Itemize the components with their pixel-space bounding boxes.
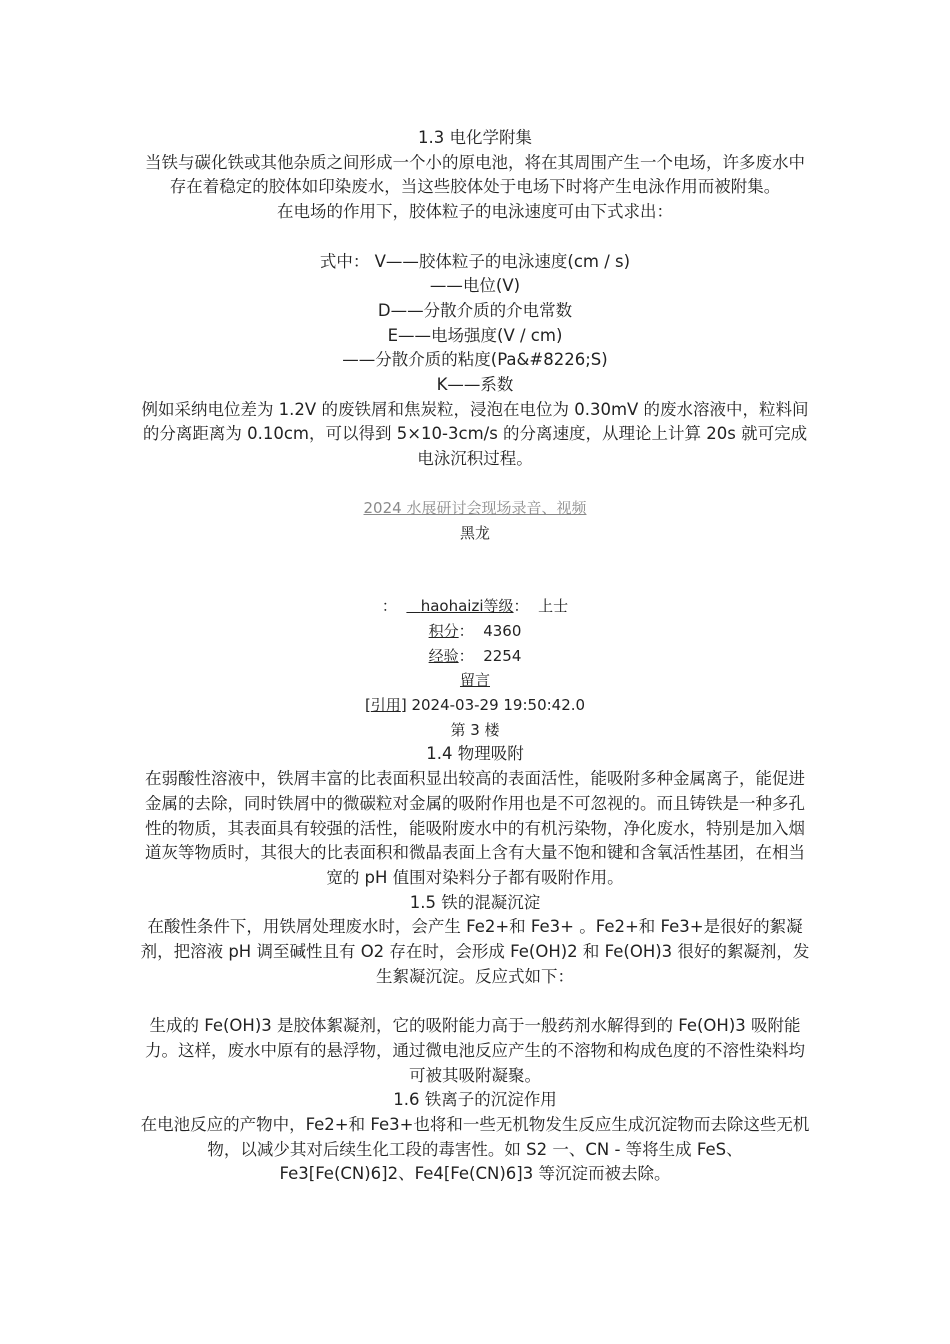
reaction-image-placeholder xyxy=(140,989,810,1014)
profile-user-line xyxy=(140,594,810,619)
points-value: 4360 xyxy=(483,621,522,640)
quote-link[interactable]: 引用 xyxy=(370,696,401,715)
paragraph-1-3-formula-intro: 在电场的作用下，胶体粒子的电泳速度可由下式求出： xyxy=(277,202,673,222)
legend-line: 式中： V——胶体粒子的电泳速度(cm / s) xyxy=(319,251,631,271)
paragraph-1-3-example: 例如采纳电位差为 1.2V 的废铁屑和焦炭粒，浸泡在电位为 0.30mV 的废水溶液中，粒料间的分离距离为 0.10cm，可以得到 5×10-3cm/s 的分离速度，从理论上计算 20s 就可完成电泳沉积过程。 xyxy=(141,399,809,469)
promo-link-line xyxy=(140,496,810,521)
legend-line: ——电位(V) xyxy=(429,276,521,296)
message-line xyxy=(140,668,810,693)
exp-value: 2254 xyxy=(483,646,522,665)
author-name: 黑龙 xyxy=(459,523,490,542)
quote-line: [引用] 2024-03-29 19:50:42.0 xyxy=(364,696,586,715)
section-heading-1-3: 1.3 电化学附集 xyxy=(418,128,532,147)
section-heading-1-4: 1.4 物理吸附 xyxy=(426,744,524,764)
paragraph-1-5-result: 生成的 Fe(OH)3 是胶体絮凝剂，它的吸附能力高于一般药剂水解得到的 Fe(OH)3 吸附能力。这样，废水中原有的悬浮物，通过微电池反应产生的不溶物和构成色度的不溶性染料均可被其吸附凝聚。 xyxy=(145,1016,805,1085)
paragraph-1-4: 在弱酸性溶液中，铁屑丰富的比表面积显出较高的表面活性，能吸附多种金属离子，能促进金属的去除，同时铁屑中的微碳粒对金属的吸附作用也是不可忽视的。而且铸铁是一种多孔性的物质，其表面具有较强的活性，能吸附废水中的有机污染物，净化废水，特别是加入烟道灰等物质时，其很大的比表面积和微晶表面上含有大量不饱和键和含氧活性基团，在相当宽的 pH 值围对染料分子都有吸附作用。 xyxy=(145,769,805,887)
profile-points-line: 积分： 4360 xyxy=(428,621,522,640)
legend-line: D——分散介质的介电常数 xyxy=(377,300,573,320)
points-label[interactable]: 积分 xyxy=(428,621,459,640)
legend-line: E——电场强度(V / cm) xyxy=(387,325,563,345)
message-link[interactable]: 留言 xyxy=(459,671,490,690)
legend-line: K——系数 xyxy=(436,375,514,395)
paragraph-1-6: 在电池反应的产物中，Fe2+和 Fe3+也将和一些无机物发生反应生成沉淀物而去除这些无机物，以减少其对后续生化工段的毒害性。如 S2 一、CN - 等将生成 FeS、Fe3[Fe(CN)6]2、Fe4[Fe(CN)6]3 等沉淀而被去除。 xyxy=(140,1114,810,1184)
section-heading-1-5: 1.5 铁的混凝沉淀 xyxy=(409,892,541,912)
profile-exp-line: 经验： 2254 xyxy=(428,646,522,665)
paragraph-1-5-intro: 在酸性条件下，用铁屑处理废水时，会产生 Fe2+和 Fe3+ 。Fe2+和 Fe3+是很好的絮凝剂，把溶液 pH 调至碱性且有 O2 存在时，会形成 Fe(OH)2 和 Fe(OH)3 很好的絮凝剂，发生絮凝沉淀。反应式如下： xyxy=(140,917,810,986)
floor-number: 第 3 楼 xyxy=(450,720,500,739)
legend-line: ——分散介质的粘度(Pa&#8226;S) xyxy=(342,350,608,370)
level-label: 等级 xyxy=(483,597,514,616)
paragraph-1-3-intro: 当铁与碳化铁或其他杂质之间形成一个小的原电池，将在其周围产生一个电场，许多废水中存在着稳定的胶体如印染废水，当这些胶体处于电场下时将产生电泳作用而被附集。 xyxy=(145,152,805,197)
exp-label[interactable]: 经验 xyxy=(428,646,459,665)
formula-image-placeholder xyxy=(140,225,810,250)
section-heading-1-6: 1.6 铁离子的沉淀作用 xyxy=(393,1090,557,1110)
post-content xyxy=(140,126,810,1187)
profile-prefix: ： xyxy=(381,597,397,616)
level-separator: ： xyxy=(513,597,529,616)
post-timestamp: 2024-03-29 19:50:42.0 xyxy=(411,696,586,715)
level-value: 上士 xyxy=(538,597,569,616)
username-link[interactable]: haohaizi xyxy=(420,597,484,616)
promo-link[interactable]: 2024 水展研讨会现场录音、视频 xyxy=(363,498,587,517)
